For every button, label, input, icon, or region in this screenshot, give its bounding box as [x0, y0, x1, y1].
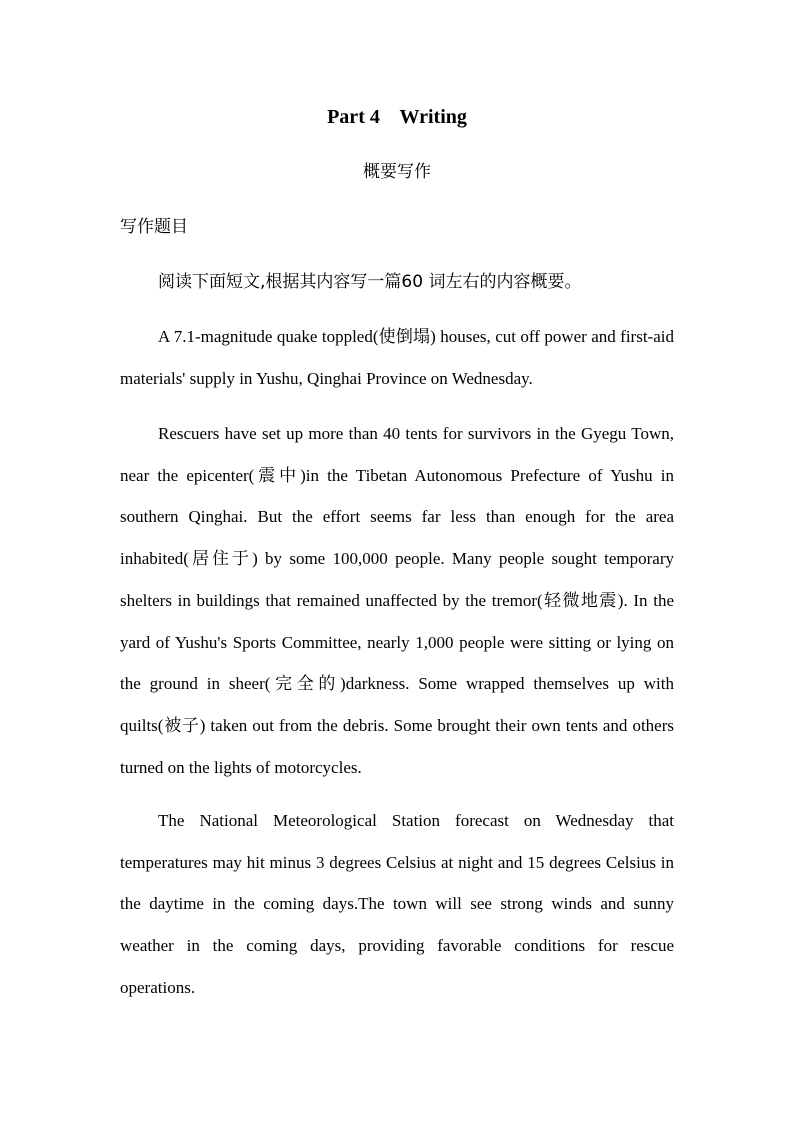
section-label: 写作题目 [120, 217, 188, 237]
passage-paragraph-1: A 7.1-magnitude quake toppled(使倒塌) houses, cut off power and first-aid materials' supply in Yushu, Qinghai Province on Wednesday. [120, 327, 674, 388]
passage-paragraph-3: The National Meteorological Station forecast on Wednesday that temperatures may hit minus 3 degrees Celsius at night and 15 degrees Celsius in the daytime in the coming days.The town will see strong winds and sunny weather in the coming days, providing favorable conditions for rescue operations. [120, 811, 674, 997]
page-subtitle: 概要写作 [363, 162, 431, 182]
page-title: Part 4 Writing [327, 106, 467, 128]
passage-paragraph-2: Rescuers have set up more than 40 tents for survivors in the Gyegu Town, near the epicenter(震中)in the Tibetan Autonomous Prefecture of Yushu in southern Qinghai. But the effort seems far less than enough for the area inhabited(居住于) by some 100,000 people. Many people sought temporary shelters in buildings that remained unaffected by the tremor(轻微地震). In the yard of Yushu's Sports Committee, nearly 1,000 people were sitting or lying on the ground in sheer(完全的)darkness. Some wrapped themselves up with quilts(被子) taken out from the debris. Some brought their own tents and others turned on the lights of motorcycles. [120, 424, 674, 777]
task-instruction: 阅读下面短文,根据其内容写一篇60 词左右的内容概要。 [158, 272, 582, 292]
